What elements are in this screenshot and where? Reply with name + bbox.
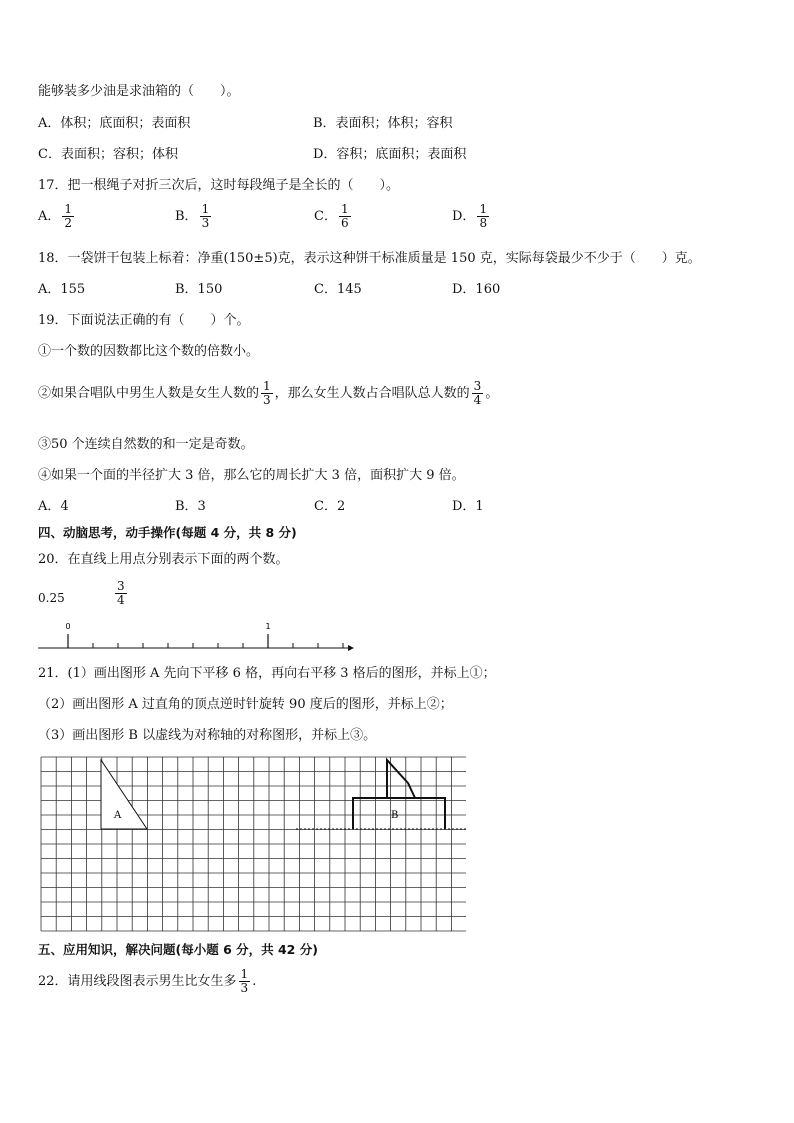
- q21-line-3: （3）画出图形 B 以虚线为对称轴的对称图形，并标上③。: [38, 728, 377, 743]
- q19-option-b: B．3: [175, 499, 206, 514]
- q18-option-a: A．155: [38, 282, 86, 297]
- q19-option-d: D．1: [452, 499, 484, 514]
- fraction: $\frac{1}{8}$: [479, 202, 488, 230]
- q16-option-c: C．表面积；容积；体积: [38, 147, 178, 162]
- q19-statement-1: ①一个数的因数都比这个数的倍数小。: [38, 344, 260, 359]
- grid-figure: [40, 756, 466, 936]
- q17-option-b: [175, 203, 213, 230]
- q21-line-2: （2）画出图形 A 过直角的顶点逆时针旋转 90 度后的图形，并标上②；: [38, 697, 453, 712]
- option-letter: A．: [38, 209, 61, 224]
- number-line: [30, 618, 360, 658]
- q21-line-1: 21．(1）画出图形 A 先向下平移 6 格，再向右平移 3 格后的图形，并标上①；: [38, 666, 496, 681]
- shape-b: [353, 798, 445, 829]
- q19-statement-2: ②如果合唱队中男生人数是女生人数的 $\frac{1}{3}$ ，那么女生人数占合唱队总人数的 $\frac{3}{4}$ 。: [38, 379, 499, 407]
- q22-stem: 22．请用线段图表示男生比女生多 $\frac{1}{3}$ .: [38, 967, 257, 995]
- fraction: $\frac{1}{6}$: [340, 202, 349, 230]
- section-4-heading: 四、动脑思考，动手操作(每题 4 分，共 8 分): [38, 525, 297, 540]
- section-5-heading: 五、应用知识，解决问题(每小题 6 分，共 42 分): [38, 942, 318, 957]
- shape-a: [101, 760, 147, 829]
- option-letter: B．: [175, 209, 198, 224]
- q16-option-d: D．容积；底面积；表面积: [313, 147, 467, 162]
- q19-stem: 19．下面说法正确的有（ ）个。: [38, 313, 250, 328]
- shape-b-label: B: [391, 810, 399, 821]
- shape-a-label: A: [114, 810, 122, 821]
- fraction: $\frac{1}{2}$: [64, 202, 73, 230]
- option-letter: D．: [452, 209, 476, 224]
- q16-stem: 能够装多少油是求油箱的（ ）。: [38, 84, 240, 99]
- tick-label-0: 0: [65, 622, 71, 631]
- q16-option-b: B．表面积；体积；容积: [313, 116, 453, 131]
- q17-option-a: [38, 203, 76, 230]
- q18-option-b: B．150: [175, 282, 223, 297]
- q19-statement-3: ③50 个连续自然数的和一定是奇数。: [38, 437, 254, 452]
- tick-label-1: 1: [265, 622, 271, 631]
- q18-option-c: C．145: [314, 282, 362, 297]
- shape-b-peak: [387, 760, 415, 798]
- q19-option-a: A．4: [38, 499, 69, 514]
- q17-option-c: [314, 203, 353, 230]
- q19-statement-4: ④如果一个面的半径扩大 3 倍，那么它的周长扩大 3 倍，面积扩大 9 倍。: [38, 468, 465, 483]
- q20-stem: 20．在直线上用点分别表示下面的两个数。: [38, 552, 289, 567]
- q17-stem: 17．把一根绳子对折三次后，这时每段绳子是全长的（ ）。: [38, 178, 400, 193]
- fraction: $\frac{1}{3}$: [263, 379, 271, 407]
- q19-option-c: C．2: [314, 499, 346, 514]
- option-letter: C．: [314, 209, 337, 224]
- q18-option-d: D．160: [452, 282, 501, 297]
- fraction: $\frac{1}{3}$: [240, 967, 249, 995]
- q16-option-a: A．体积；底面积；表面积: [38, 116, 191, 131]
- q18-stem: 18．一袋饼干包装上标着：净重(150±5)克，表示这种饼干标准质量是 150 克，实际每袋最少不少于（ ）克。: [38, 251, 701, 266]
- fraction: $\frac{3}{4}$: [117, 579, 125, 607]
- fraction: $\frac{1}{3}$: [201, 202, 210, 230]
- fraction: $\frac{3}{4}$: [473, 379, 482, 407]
- q20-number-2: [113, 580, 129, 607]
- q20-number-1: 0.25: [38, 591, 65, 605]
- q17-option-d: [452, 203, 491, 230]
